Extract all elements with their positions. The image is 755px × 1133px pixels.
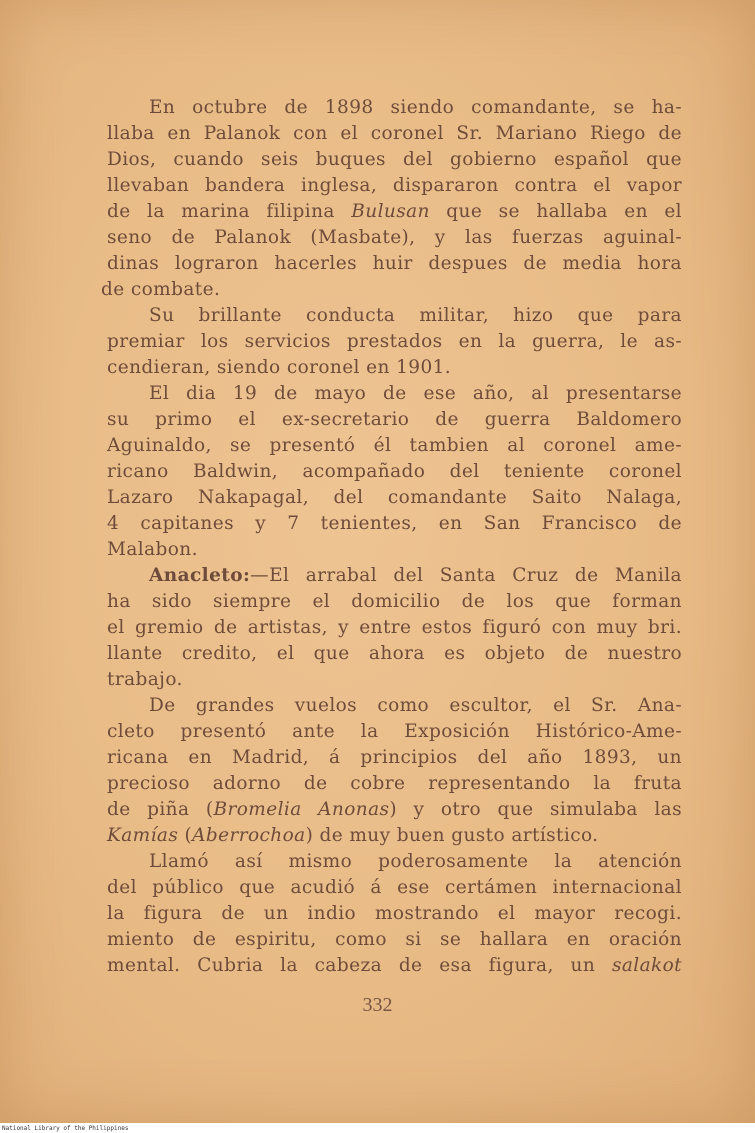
text-span: llante credito, el que ahora es objeto de nuestro [107,643,682,664]
text-span: de combate. [101,279,221,300]
text-span: de la marina filipina [107,201,335,222]
text-span: ) de muy buen gusto artístico. [305,825,599,846]
text-line [107,927,682,953]
text-span: del público que acudió á ese certámen internacional [107,877,682,898]
text-line [107,875,682,901]
text-span: llaba en Palanok con el coronel Sr. Mariano Riego de [107,123,682,144]
text-line [107,355,682,381]
text-span: dinas lograron hacerles huir despues de media hora [107,253,682,274]
text-span: ) y otro que simulaba las [389,799,682,820]
text-span: la figura de un indio mostrando el mayor recogi. [107,903,682,924]
text-line [107,901,682,927]
text-span: En octubre de 1898 siendo comandante, se ha- [149,97,682,118]
text-span: cleto presentó ante la Exposición Histórico-Ame- [107,721,682,742]
section-heading-anacleto: Anacleto: [149,565,251,586]
text-line [107,173,682,199]
text-span: ricano Baldwin, acompañado del teniente coronel [107,461,682,482]
italic-scientific-name: Aberrochoa [192,825,306,846]
text-line [107,953,682,979]
text-span: ( [178,825,193,846]
text-line [107,667,682,693]
text-span: trabajo. [107,669,183,690]
text-line [107,745,682,771]
text-line [107,589,682,615]
body-text [101,95,683,979]
text-span: El dia 19 de mayo de ese año, al presentarse [149,383,682,404]
italic-local-name: Kamías [107,825,179,846]
text-span: 4 capitanes y 7 tenientes, en San Francisco de [107,513,682,534]
text-span: el gremio de artistas, y entre estos figuró con muy bri. [107,617,682,638]
text-line [107,719,682,745]
text-line [107,199,682,225]
text-line [107,225,682,251]
text-span: Su brillante conducta militar, hizo que para [149,305,682,326]
text-line [107,485,682,511]
text-span: —El arrabal del Santa Cruz de Manila [250,565,682,586]
text-line [107,407,682,433]
text-line [107,823,682,849]
text-line [107,433,682,459]
text-line [107,459,682,485]
text-span: Aguinaldo, se presentó él tambien al coronel ame- [107,435,682,456]
text-line [107,537,682,563]
text-span: Malabon. [107,539,198,560]
text-line [107,303,682,329]
text-span: Lazaro Nakapagal, del comandante Saito Nalaga, [107,487,682,508]
text-line [107,615,682,641]
text-span: premiar los servicios prestados en la guerra, le as- [107,331,682,352]
text-line [107,147,682,173]
text-span: llevaban bandera inglesa, dispararon contra el vapor [107,175,682,196]
italic-local-name: salakot [611,955,683,976]
text-line [107,511,682,537]
text-span: mental. Cubria la cabeza de esa figura, un [107,955,596,976]
text-line [107,251,682,277]
text-span: precioso adorno de cobre representando la fruta [107,773,682,794]
text-span: que se hallaba en el [446,201,682,222]
text-line [107,381,682,407]
text-span: miento de espiritu, como si se hallara en oración [107,929,682,950]
text-span: de piña ( [107,799,214,820]
text-line [107,563,682,589]
text-line [107,329,682,355]
text-line [107,693,682,719]
text-line [107,771,682,797]
text-line [101,277,682,303]
text-line [107,797,682,823]
text-line [107,641,682,667]
text-span: Dios, cuando seis buques del gobierno español que [107,149,682,170]
text-line [107,849,682,875]
text-line [107,95,682,121]
italic-ship-name: Bulusan [351,201,430,222]
text-span: Llamó así mismo poderosamente la atención [149,851,682,872]
footer-credit: National Library of the Philippines [0,1124,755,1133]
page-number: 332 [362,994,393,1016]
text-span: seno de Palanok (Masbate), y las fuerzas aguinal- [107,227,682,248]
text-span: ricana en Madrid, á principios del año 1893, un [107,747,682,768]
text-line [107,121,682,147]
text-span: De grandes vuelos como escultor, el Sr. Ana- [149,695,682,716]
text-span: ha sido siempre el domicilio de los que forman [107,591,682,612]
italic-scientific-name: Bromelia Anonas [213,799,390,820]
text-span: su primo el ex-secretario de guerra Baldomero [107,409,682,430]
text-span: cendieran, siendo coronel en 1901. [107,357,452,378]
